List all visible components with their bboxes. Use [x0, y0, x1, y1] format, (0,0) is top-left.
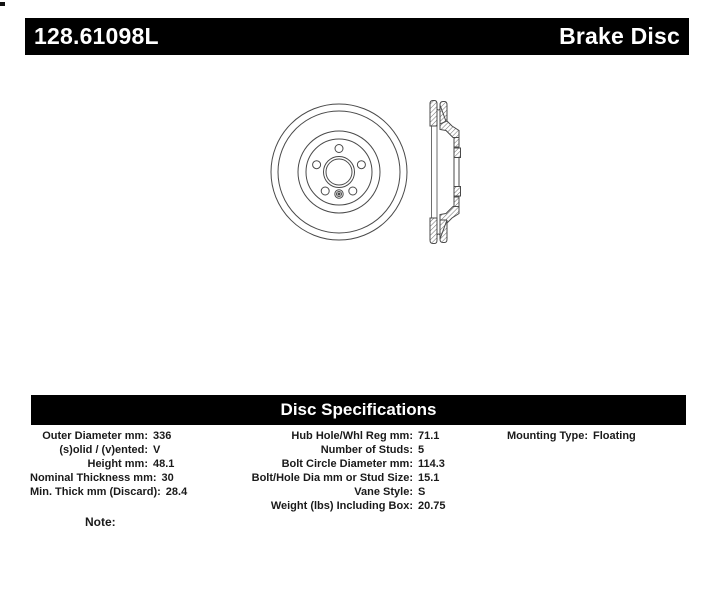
brake-disc-front-view	[271, 104, 407, 240]
spec-row-bolt-hole-dia	[250, 471, 482, 485]
hat-outer-edge	[298, 131, 380, 213]
spec-row-nominal-thickness	[30, 471, 252, 485]
stud-hole	[321, 187, 329, 195]
spec-value: 336	[153, 430, 172, 442]
spec-label: Hub Hole/Whl Reg mm:	[291, 430, 413, 442]
spec-value: 48.1	[153, 458, 175, 470]
spec-section-title: Disc Specifications	[31, 395, 686, 425]
spec-value: S	[418, 486, 426, 498]
spec-row-mounting-type	[480, 429, 708, 443]
spec-value: Floating	[593, 430, 636, 442]
spec-column-right	[480, 429, 708, 443]
hub-hole-inner	[326, 159, 352, 185]
spec-label: Vane Style:	[354, 486, 413, 498]
section-hat-wall-bottom	[454, 197, 459, 207]
spec-row-min-thickness	[30, 485, 252, 499]
stud-hole	[349, 187, 357, 195]
spec-label: Min. Thick mm (Discard):	[30, 486, 161, 498]
spec-row-bolt-circle-diameter	[250, 457, 482, 471]
spec-value: 114.3	[418, 458, 445, 470]
spec-value: 15.1	[418, 472, 440, 484]
spec-value: 71.1	[418, 430, 440, 442]
spec-label: Weight (lbs) Including Box:	[270, 500, 413, 512]
section-hat-neck-top	[440, 121, 459, 138]
spec-label: Bolt/Hole Dia mm or Stud Size:	[251, 472, 413, 484]
stud-hole	[357, 161, 365, 169]
spec-label: Height mm:	[87, 458, 148, 470]
section-hat-wall-top	[454, 138, 459, 148]
section-top-plate-inboard	[440, 102, 447, 125]
spec-row-outer-diameter	[30, 429, 252, 443]
section-stud-hole-bottom	[454, 187, 461, 197]
spec-row-vane-style	[250, 485, 482, 499]
disc-outer-edge	[271, 104, 407, 240]
section-hat-wall-middle	[454, 158, 459, 187]
spec-label: Mounting Type:	[506, 430, 588, 442]
page-title: Brake Disc	[559, 23, 680, 49]
spec-row-number-of-studs	[250, 443, 482, 457]
spec-row-solid-vented	[30, 443, 252, 457]
spec-label: Outer Diameter mm:	[42, 430, 148, 442]
section-stud-hole-top	[454, 148, 461, 158]
part-number: 128.61098L	[34, 23, 159, 49]
spec-value: 20.75	[418, 500, 446, 512]
spec-value: 30	[161, 472, 174, 484]
spec-column-left	[30, 429, 252, 499]
section-bottom-plate-inboard	[440, 220, 447, 243]
spec-label: Nominal Thickness mm:	[30, 472, 157, 484]
set-screw-hole	[335, 190, 343, 198]
spec-column-middle	[250, 429, 482, 513]
spec-value: V	[153, 444, 161, 456]
hub-hole-outer	[324, 157, 355, 188]
brake-disc-cross-section-view	[430, 101, 461, 244]
spec-label: Bolt Circle Diameter mm:	[281, 458, 413, 470]
note-label: Note:	[85, 515, 116, 529]
spec-row-hub-hole	[250, 429, 482, 443]
disc-chamfer-edge	[278, 111, 400, 233]
section-top-plate-outboard	[430, 101, 437, 127]
section-bottom-plate-outboard	[430, 218, 437, 244]
spec-row-height	[30, 457, 252, 471]
spec-value: 28.4	[165, 486, 188, 498]
stud-hole	[335, 145, 343, 153]
spec-row-weight	[250, 499, 482, 513]
spec-value: 5	[418, 444, 425, 456]
stud-hole	[313, 161, 321, 169]
spec-label: Number of Studs:	[320, 444, 413, 456]
section-projection-lines	[432, 126, 438, 218]
spec-label: (s)olid / (v)ented:	[59, 444, 148, 456]
